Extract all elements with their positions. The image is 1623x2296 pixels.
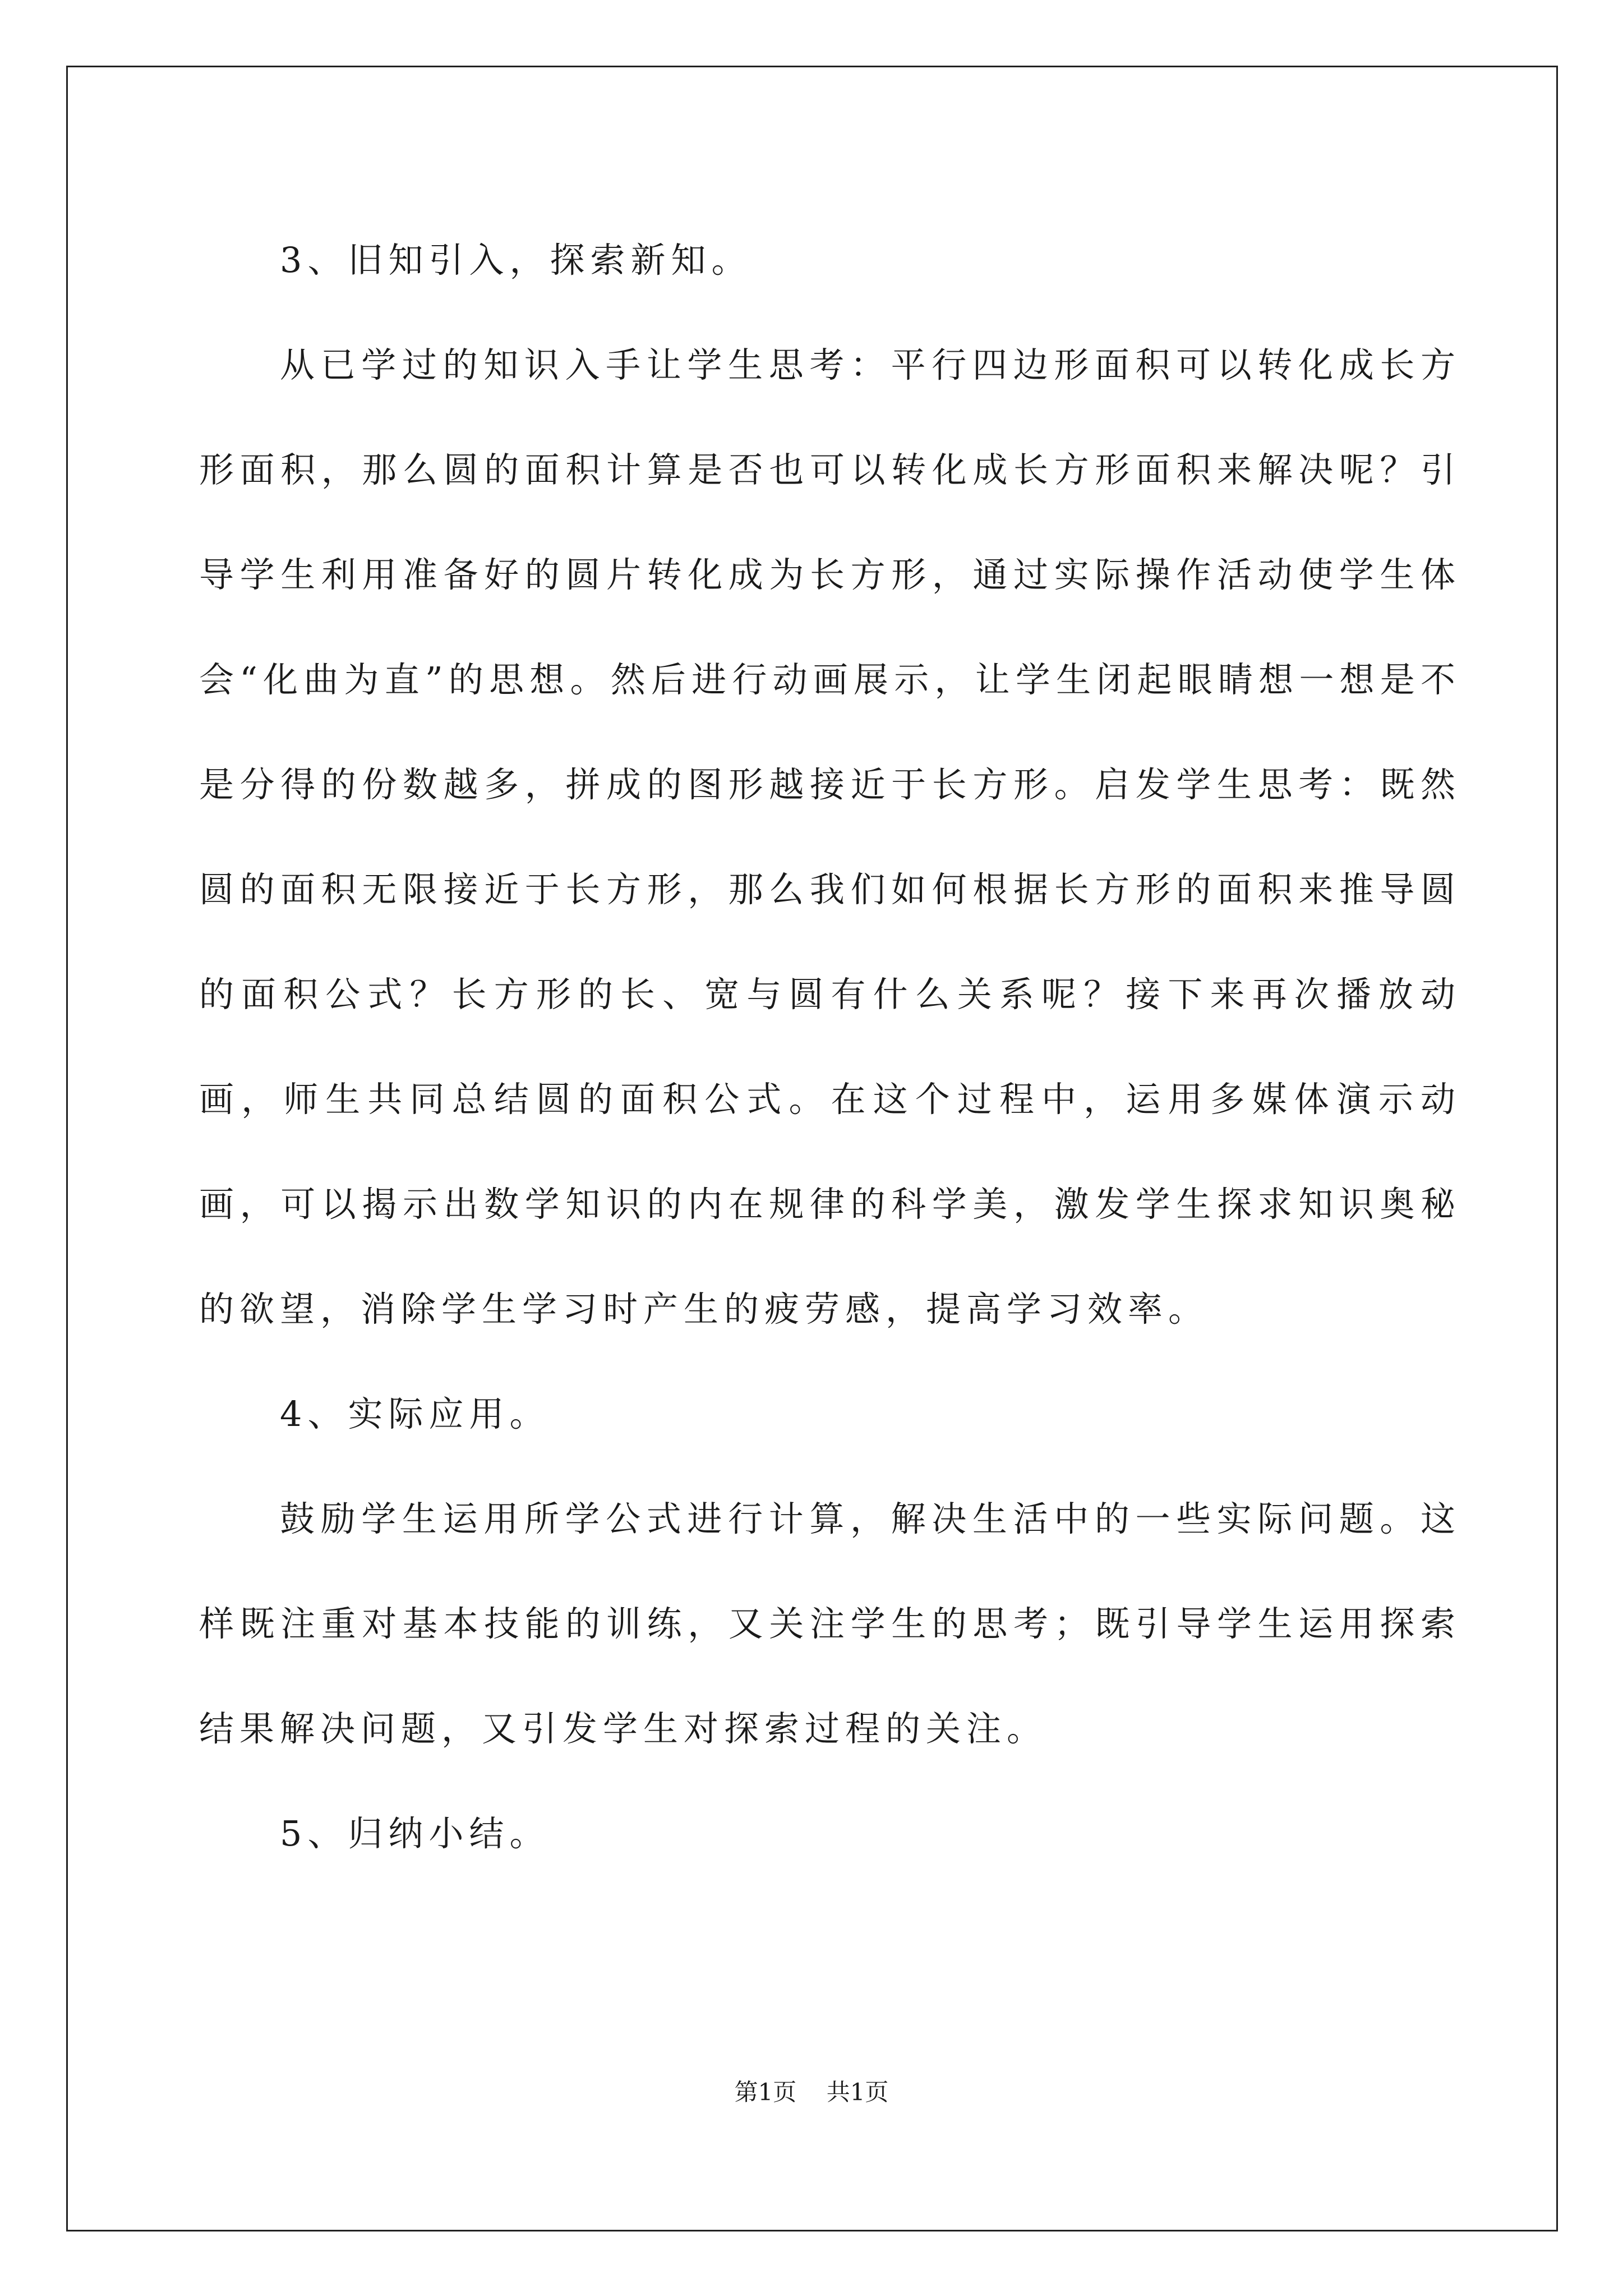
section-heading-4: 4、实际应用。	[280, 1393, 550, 1434]
page-total: 共1页	[826, 2078, 889, 2106]
section-heading-3: 3、旧知引入，探索新知。	[280, 240, 752, 280]
page-number: 第1页	[734, 2078, 797, 2106]
page-footer	[0, 2076, 1623, 2109]
footer-gap	[796, 2078, 826, 2106]
paragraph-exploration: 从已学过的知识入手让学生思考：平行四边形面积可以转化成长方形面积，那么圆的面积计算是否也可以转化成长方形面积来解决呢？引导学生利用准备好的圆片转化成为长方形，通过实际操作活动使学生体会“化曲为直”的思想。然后进行动画展示，让学生闭起眼睛想一想是不是分得的份数越多，拼成的图形越接近于长方形。启发学生思考：既然圆的面积无限接近于长方形，那么我们如何根据长方形的面积来推导圆的面积公式？长方形的长、宽与圆有什么关系呢？接下来再次播放动画，师生共同总结圆的面积公式。在这个过程中，运用多媒体演示动画，可以揭示出数学知识的内在规律的科学美，激发学生探求知识奥秘的欲望，消除学生学习时产生的疲劳感，提高学习效率。	[199, 344, 1461, 1329]
paragraph-application: 鼓励学生运用所学公式进行计算，解决生活中的一些实际问题。这样既注重对基本技能的训练，又关注学生的思考；既引导学生运用探索结果解决问题，又引发学生对探索过程的关注。	[199, 1498, 1461, 1749]
section-heading-5: 5、归纳小结。	[280, 1813, 550, 1854]
document-body	[199, 208, 1461, 1886]
